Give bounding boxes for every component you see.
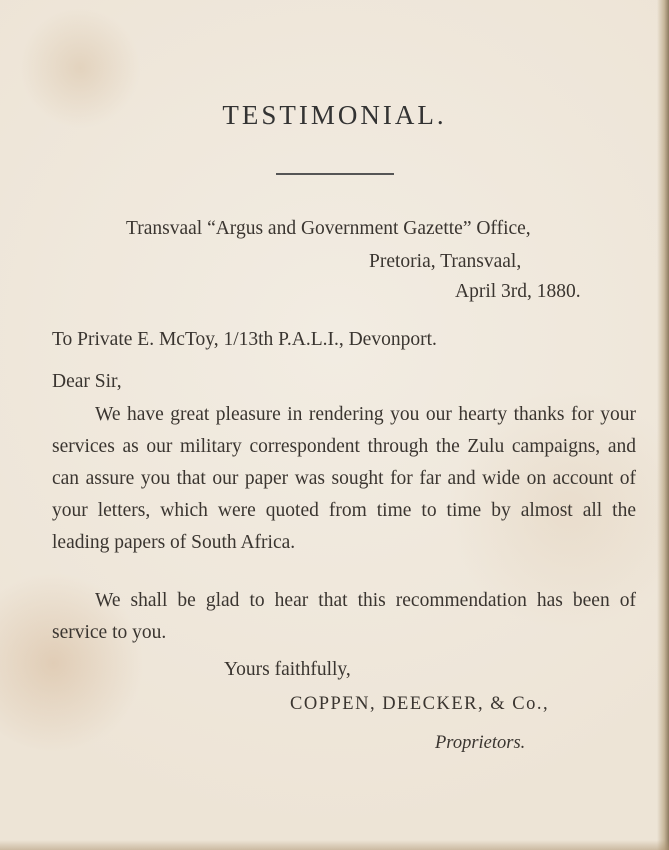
title-divider <box>276 173 394 175</box>
signatory-name: COPPEN, DEECKER, & Co., <box>290 694 550 714</box>
body-paragraph-2: We shall be glad to hear that this recommendation has been of service to you. <box>52 590 636 643</box>
salutation: Dear Sir, <box>52 371 122 392</box>
body-paragraph-1: We have great pleasure in rendering you our hearty thanks for your services as our military correspondent through the Zulu campaigns, and can assure you that our paper was sought for far and wide on account of your letters, which were quoted from time to time by almost all the leading papers of South Africa. <box>52 404 636 553</box>
page-bottom-shadow <box>0 840 669 850</box>
closing-line: Yours faithfully, <box>224 659 351 680</box>
address-line-date: April 3rd, 1880. <box>455 281 581 302</box>
recipient-line: To Private E. McToy, 1/13th P.A.L.I., Devonport. <box>52 329 437 350</box>
page-title: TESTIMONIAL. <box>222 100 447 130</box>
address-line-city: Pretoria, Transvaal, <box>369 251 522 272</box>
address-line-office: Transvaal “Argus and Government Gazette” Office, <box>126 218 531 239</box>
signatory-title: Proprietors. <box>435 733 526 753</box>
